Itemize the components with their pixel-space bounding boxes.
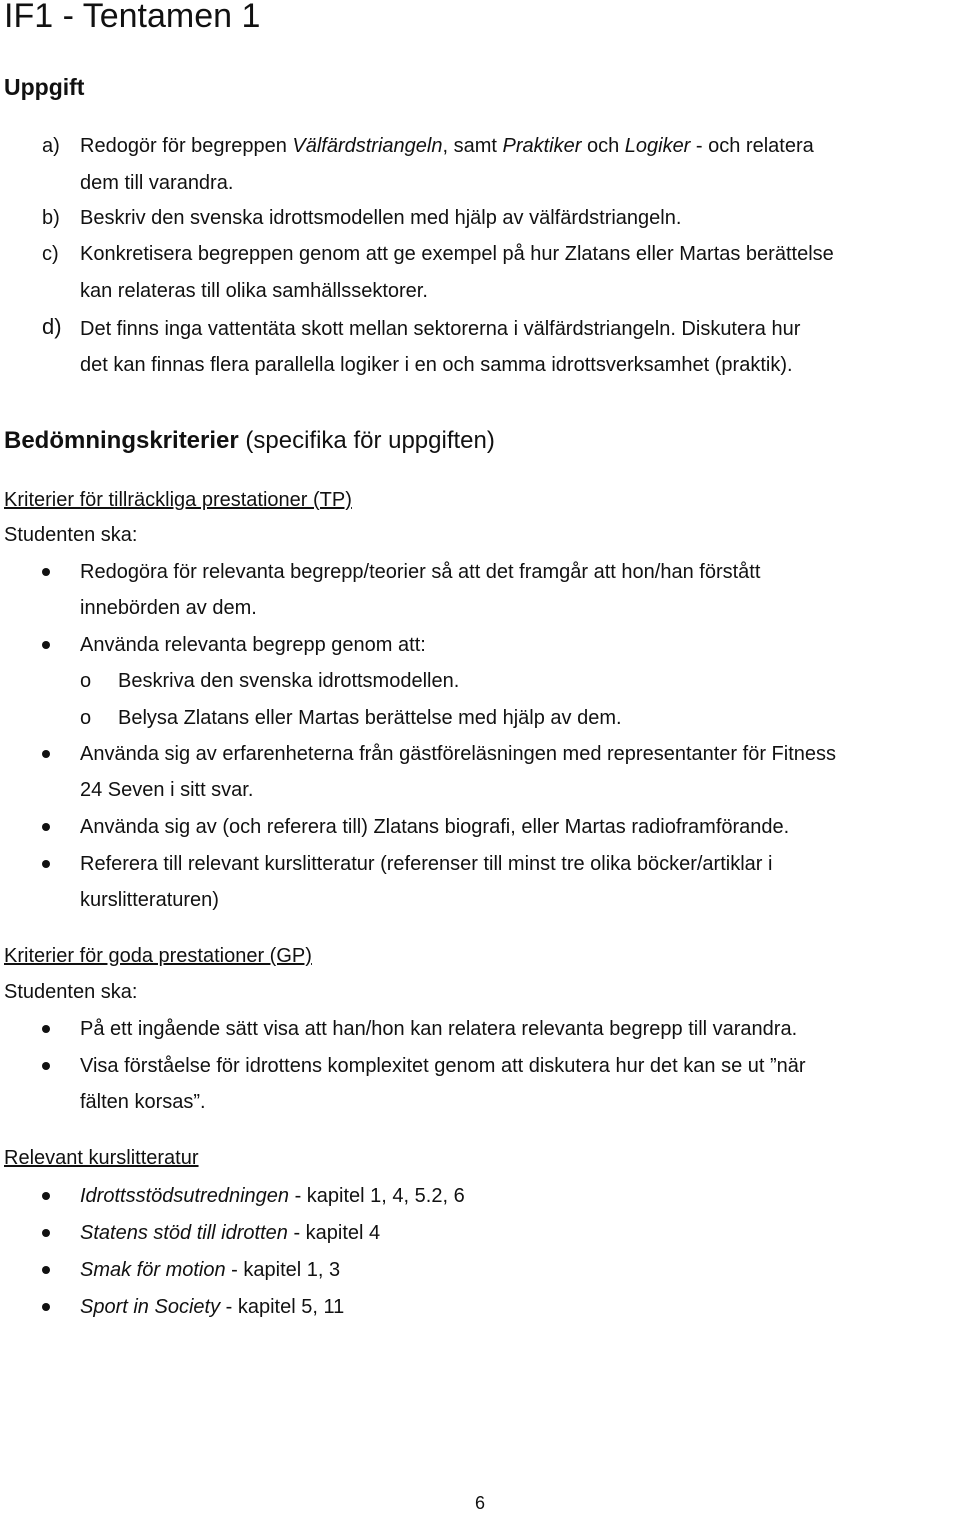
task-c-marker: c) [42, 243, 59, 265]
literature-heading: Relevant kurslitteratur [4, 1147, 199, 1169]
task-a-line-2: dem till varandra. [80, 172, 234, 194]
tp-intro: Studenten ska: [4, 524, 138, 546]
bullet-dot [42, 750, 50, 758]
bullet-dot [42, 641, 50, 649]
gp-bullet-2-line-2: fälten korsas”. [80, 1091, 206, 1113]
gp-heading: Kriterier för goda prestationer (GP) [4, 945, 312, 967]
task-d-line-1: Det finns inga vattentäta skott mellan sektorerna i välfärdstriangeln. Diskutera hur [80, 318, 801, 340]
bullet-dot [42, 1025, 50, 1033]
tp-bullet-2-line-1: Använda relevanta begrepp genom att: [80, 634, 426, 656]
tp-heading: Kriterier för tillräckliga prestationer (TP) [4, 489, 352, 511]
tp-bullet-5-line-2: kurslitteraturen) [80, 889, 219, 911]
bullet-dot [42, 860, 50, 868]
gp-bullet-2-line-1: Visa förståelse för idrottens komplexitet genom att diskutera hur det kan se ut ”när [80, 1055, 806, 1077]
literature-item: Sport in Society - kapitel 5, 11 [80, 1296, 345, 1318]
gp-intro: Studenten ska: [4, 981, 138, 1003]
tp-sub-bullet-2: Belysa Zlatans eller Martas berättelse med hjälp av dem. [118, 707, 622, 729]
bullet-dot [42, 568, 50, 576]
tp-sub-bullet-1: Beskriva den svenska idrottsmodellen. [118, 670, 460, 692]
gp-bullet-1-line-1: På ett ingående sätt visa att han/hon kan relatera relevanta begrepp till varandra. [80, 1018, 798, 1040]
literature-item: Statens stöd till idrotten - kapitel 4 [80, 1222, 381, 1244]
task-d-line-2: det kan finnas flera parallella logiker i en och samma idrottsverksamhet (praktik). [80, 354, 793, 376]
literature-item: Idrottsstödsutredningen - kapitel 1, 4, 5.2, 6 [80, 1185, 465, 1207]
task-c-line-1: Konkretisera begreppen genom att ge exempel på hur Zlatans eller Martas berättelse [80, 243, 834, 265]
bullet-dot [42, 1266, 50, 1274]
bullet-dot [42, 1229, 50, 1237]
tp-bullet-3-line-2: 24 Seven i sitt svar. [80, 779, 254, 801]
bullet-dot [42, 1303, 50, 1311]
bullet-dot [42, 823, 50, 831]
tp-bullet-1-line-2: innebörden av dem. [80, 597, 257, 619]
task-c-line-2: kan relateras till olika samhällssektorer. [80, 280, 428, 302]
sub-bullet-marker: o [80, 670, 92, 692]
task-b-marker: b) [42, 207, 60, 229]
tp-bullet-3-line-1: Använda sig av erfarenheterna från gästföreläsningen med representanter för Fitness [80, 743, 836, 765]
document-title: IF1 - Tentamen 1 [4, 0, 261, 35]
bullet-dot [42, 1192, 50, 1200]
literature-item: Smak för motion - kapitel 1, 3 [80, 1259, 341, 1281]
sub-bullet-marker: o [80, 707, 92, 729]
task-a-marker: a) [42, 135, 60, 157]
task-heading: Uppgift [4, 74, 85, 100]
bullet-dot [42, 1062, 50, 1070]
tp-bullet-4-line-1: Använda sig av (och referera till) Zlatans biografi, eller Martas radioframförande. [80, 816, 790, 838]
task-a-line-1: Redogör för begreppen Välfärdstriangeln, samt Praktiker och Logiker - och relatera [80, 135, 814, 157]
task-d-marker: d) [42, 314, 62, 339]
criteria-heading: Bedömningskriterier (specifika för uppgiften) [4, 427, 495, 454]
page-number: 6 [474, 1493, 485, 1513]
tp-bullet-1-line-1: Redogöra för relevanta begrepp/teorier så att det framgår att hon/han förstått [80, 561, 761, 583]
task-b-line-1: Beskriv den svenska idrottsmodellen med hjälp av välfärdstriangeln. [80, 207, 682, 229]
tp-bullet-5-line-1: Referera till relevant kurslitteratur (referenser till minst tre olika böcker/artiklar i [80, 853, 773, 875]
